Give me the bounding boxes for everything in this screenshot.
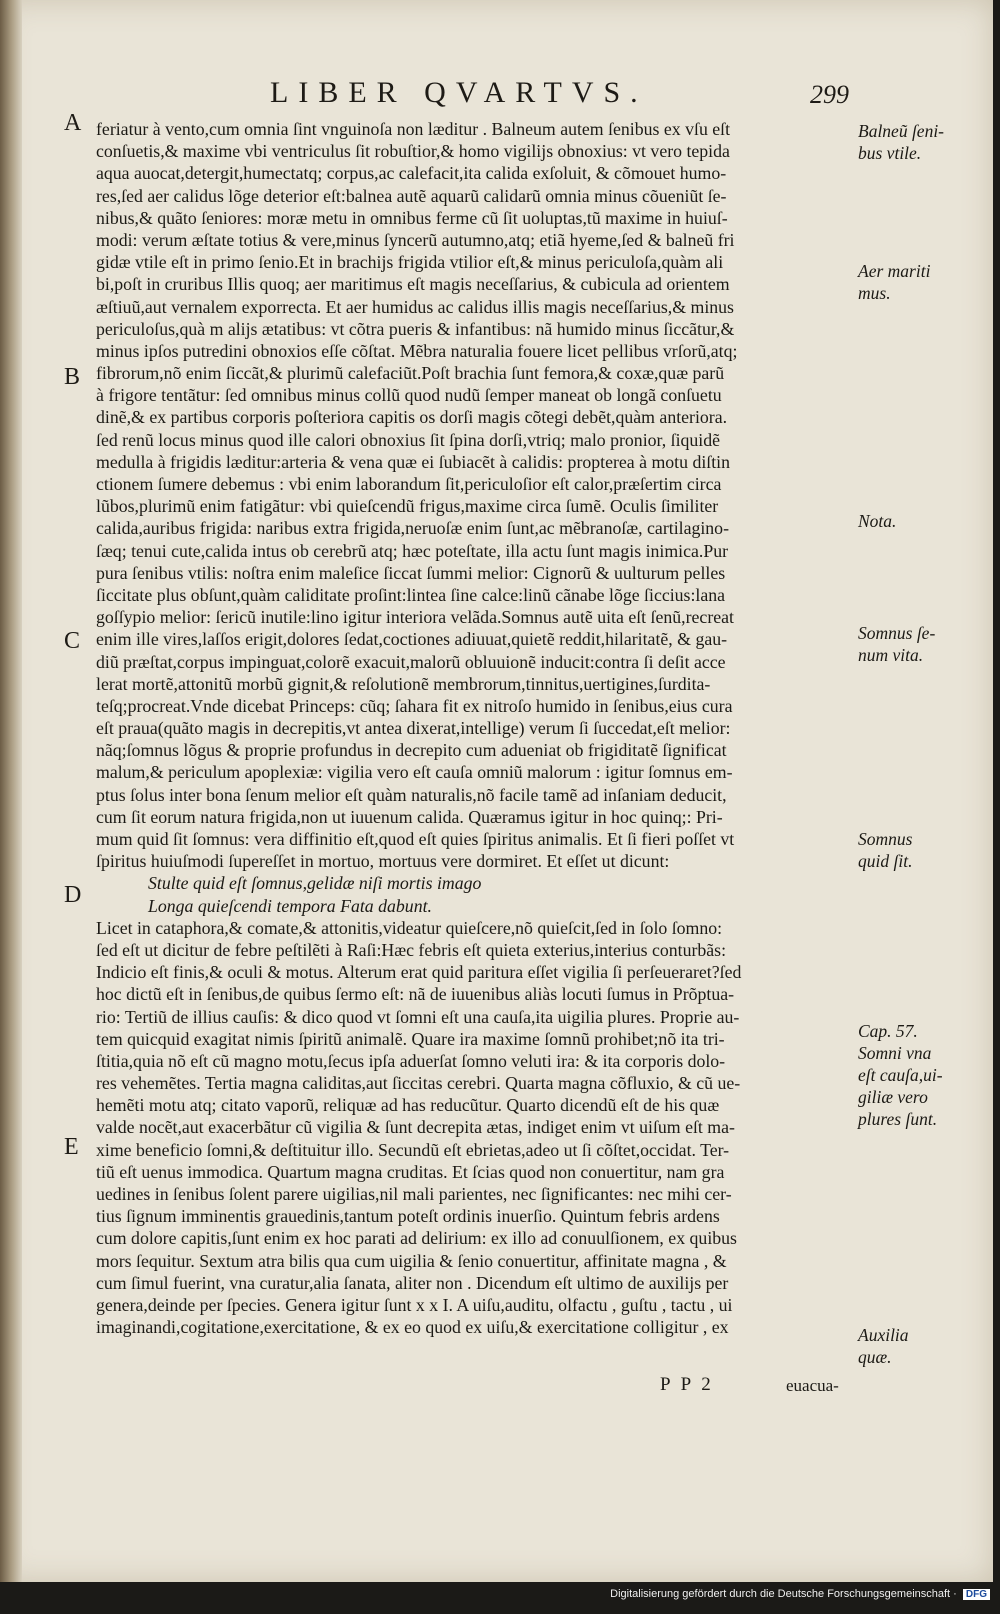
text-line: ſed eſt ut dicitur de febre peſtilẽti à Raſi:Hæc febris eſt quieta exterius,interius conturbãs: [96, 939, 727, 960]
digitization-footer [610, 1588, 990, 1600]
text-line: æſtiuũ,aut vernalem exporrecta. Et aer humidus ac calidus illis magis neceſſarius,& minus [96, 296, 734, 317]
section-letter-a: A [64, 110, 82, 136]
text-line: ſæq; tenui cute,calida intus ob cerebrũ atq; hæc poteſtate, illa actu ſunt magis inimica.Pur [96, 540, 729, 561]
text-line: modi: verum æſtate totius & vere,minus ſyncerũ autumno,atq; etiã hyeme,ſed & balneũ fri [96, 229, 735, 250]
book-binding [0, 0, 22, 1582]
text-line: ſed renũ locus minus quod ille calori obnoxius ſit ſpina dorſi,vtriq; malo pronior, ſiquidẽ [96, 429, 721, 450]
text-line: rio: Tertiũ de illius cauſis: & dico quod vt ſomni eſt una cauſa,ita uigilia plures. Proprie au- [96, 1006, 740, 1027]
text-line: à frigore tentãtur: ſed omnibus minus collũ quod nudũ ſemper maneat ob longã conſuetu [96, 385, 722, 406]
text-line: Licet in cataphora,& comate,& attonitis,videatur quieſcere,nõ quieſcit,ſed in ſolo ſomno: [96, 917, 723, 938]
section-letter-d: D [64, 882, 82, 908]
text-line: bi,poſt in cruribus Illis quoq; aer maritimus eſt magis neceſſarius, & cubicula ad orientem [96, 274, 730, 295]
text-line: malum,& periculum apoplexiæ: vigilia vero eſt cauſa omniũ malorum : igitur ſomnus em- [96, 762, 733, 783]
text-line: imaginandi,cogitatione,exercitatione, & ex eo quod ex uiſu,& exercitatione colligitur , ex [96, 1317, 729, 1338]
text-line: nibus,& quãto ſeniores: moræ metu in omnibus ferme cũ ſit uoluptas,tũ maxime in huiuſ- [96, 207, 728, 228]
signature-mark: P P 2 [660, 1374, 714, 1395]
text-line: valde nocẽt,aut exacerbãtur cũ vigilia & ſunt decrepita ætas, indiget enim vt uiſum eſt ma- [96, 1117, 735, 1138]
text-line: pura ſenibus vtilis: noſtra enim maleſice ſiccat ſummi melior: Cignorũ & uulturum pelles [96, 562, 726, 583]
text-line: Indicio eſt finis,& oculi & motus. Alterum erat quid paritura eſſet vigilia ſi perſeueraret?ſed [96, 962, 742, 983]
footer-text: Digitalisierung gefördert durch die Deutsche Forschungsgemeinschaft · [610, 1588, 957, 1600]
text-line: mum quid ſit ſomnus: vera diffinitio eſt,quod eſt quies ſpiritus animalis. Et ſi fieri poſſet vt [96, 829, 735, 849]
text-line: cum ſimul fuerint, vna curatur,alia ſanata, aliter non . Dicendum eſt ultimo de auxilijs per [96, 1272, 729, 1293]
section-letter-e: E [64, 1134, 79, 1160]
margin-note-cap-57: Cap. 57. Somni vna eſt cauſa,ui- giliæ vero plures ſunt. [858, 1021, 943, 1129]
text-line: aqua auocat,detergit,humectatq; corpus,ac calefacit,ita calida exſoluit, & cõmouet humo- [96, 163, 727, 184]
margin-note-balneum: Balneũ ſeni- bus vtile. [858, 121, 945, 163]
margin-note-somnus-quid-sit: Somnus quid ſit. [858, 829, 913, 871]
main-text-block [96, 118, 852, 1338]
margin-note-somnus-senum-vita: Somnus ſe- num vita. [858, 623, 936, 665]
section-letter-c: C [64, 628, 81, 654]
text-line: tem quicquid exagitat nimis ſpiritũ animalẽ. Quare ira maxime ſomnũ prohibet;nõ ita tri- [96, 1028, 725, 1049]
text-line: ſiccitate plus obſunt,quàm caliditate proſint:lintea ſine calce:linũ cãnabe lõge ſiccius:lana [96, 584, 726, 605]
text-line: tius ſignum imminentis grauedinis,tantum poteſt ordinis inuerſio. Quintum febris ardens [96, 1206, 720, 1227]
text-line: cum ſit eorum natura frigida,non ut iuuenum calida. Quæramus igitur in hoc quinq;: Pri- [96, 806, 723, 827]
text-line: teſq;procreat.Vnde dicebat Princeps: cũq; ſahara fit ex nitroſo humido in ſenibus,eius cura [96, 695, 733, 716]
margin-note-nota: Nota. [858, 511, 897, 531]
text-line: eſt praua(quãto magis in decrepitis,vt antea dixerat,intellige) verum ſi ſuccedat,eſt melior: [96, 718, 731, 739]
text-line: diũ præſtat,corpus impinguat,colorẽ exacuit,malorũ obluuionẽ inducit:contra ſi deſit acce [96, 651, 726, 672]
text-line: lerat mortẽ,attonitũ morbũ gignit,& reſolutionẽ membrorum,tinnitus,uertigines,ſurdita- [96, 673, 711, 694]
text-line: res vehemẽtes. Tertia magna caliditas,aut ſiccitas cerebri. Quarta magna cõfluxio, & cũ ue- [96, 1073, 741, 1094]
section-letter-b: B [64, 364, 81, 390]
text-line: xime beneficio ſomni,& deſtituitur illo. Secundũ eſt ebrietas,adeo ut ſi cõſtet,occidat. Ter- [96, 1139, 730, 1160]
text-line: conſuetis,& maxime vbi ventriculus ſit robuſtior,& homo vigilijs obnoxius: vt vero tepida [96, 141, 730, 162]
running-head: LIBER QVARTVS. [270, 76, 648, 109]
text-line: enim ille vires,laſſos erigit,dolores ſedat,coctiones adiuuat,quietẽ reddit,hilaritatẽ, & gau- [96, 629, 728, 650]
text-line: tiũ eſt uenus immodica. Quartum magna cruditas. Et ſcias quod non conuertitur, nam gra [96, 1161, 725, 1182]
text-line: ctionem ſumere debemus : vbi enim laborandum ſit,periculoſior eſt calor,præſertim circa [96, 474, 722, 494]
text-line: gidæ vtile eſt in primo ſenio.Et in brachijs frigida vtilior eſt,& minus periculoſa,quàm ali [96, 252, 724, 273]
text-line: mors ſequitur. Sextum atra bilis qua cum uigilia & ſenio conuertitur, affinitate magna , & [96, 1250, 727, 1271]
text-line: goſſypio melior: ſericũ inutile:lino igitur interiora velãda.Somnus autẽ uita eſt ſenũ,recreat [96, 607, 734, 628]
text-line: ſpiritus huiuſmodi ſupereſſet in mortuo, mortuus vere dormiret. Et eſſet ut dicunt: [96, 851, 670, 872]
text-line: feriatur à vento,cum omnia ſint vnguinoſa non læditur . Balneum autem ſenibus ex vſu eſt [96, 119, 731, 139]
folio-number: 299 [810, 80, 849, 109]
text-line: res,ſed aer calidus lõge deterior eſt:balnea autẽ aquarũ calidarũ omnia minus cõueniũt ſe- [96, 185, 727, 206]
text-line: nãq;ſomnus lõgus & proprie profundus in decrepito cum adueniat ob frigiditatẽ ſignificat [96, 740, 727, 761]
verse-line: Stulte quid eſt ſomnus,gelidæ niſi mortis imago [148, 873, 482, 894]
text-line: hoc dictũ eſt in ſenibus,de quibus ſermo eſt: nã de iuuenibus aliàs locuti ſumus in Prõptua- [96, 984, 735, 1005]
text-line: minus ipſos putredini obnoxios eſſe cõſtat. Mẽbra naturalia fouere licet pellibus vrſorũ,atq; [96, 340, 738, 361]
text-line: uedines in ſenibus ſolent parere uigilias,nil mali parientes, nec ſignificantes: nec mihi cer- [96, 1184, 732, 1204]
text-line: periculoſus,quà m alijs ætatibus: vt cõtra pueris & infantibus: nã humido minus ſiccãtur,& [96, 318, 735, 339]
dfg-logo: DFG [963, 1589, 990, 1600]
text-line: ptus ſolus inter bona ſenum melior eſt quàm naturalis,nõ facile tamẽ ad inſaniam deducit, [96, 784, 727, 805]
margin-note-aer-maritimus: Aer mariti mus. [858, 261, 931, 303]
margin-note-auxilia: Auxilia quæ. [858, 1325, 909, 1367]
text-line: dinẽ,& ex partibus corporis poſteriora capitis os dorſi magis cõtegi debẽt,quàm anteriora. [96, 407, 728, 428]
text-line: calida,auribus frigida: naribus extra frigida,neruoſæ enim ſunt,ac mẽbranoſæ, cartilagino- [96, 518, 729, 539]
text-line: hemẽti motu atq; citato vaporũ, reliquæ ad has reducũtur. Quarto dicendũ eſt de his quæ [96, 1095, 720, 1116]
text-line: medulla à frigidis læditur:arteria & vena quæ ei ſubiacẽt à calidis: propterea à motu diſtin [96, 451, 731, 472]
text-line: lũbos,plurimũ enim fatigãtur: vbi quieſcendũ frigus,maxime circa ſumẽ. Oculis ſimiliter [96, 496, 719, 517]
text-line: genera,deinde per ſpecies. Genera igitur ſunt x x I. A uiſu,auditu, olfactu , guſtu , tactu , ui [96, 1294, 733, 1315]
verse-line: Longa quieſcendi tempora Fata dabunt. [148, 895, 432, 916]
text-line: fibrorum,nõ enim ſiccãt,& plurimũ calefaciũt.Poſt brachia ſunt femora,& coxæ,quæ parũ [96, 363, 725, 384]
text-line: ſtitia,quia nõ eſt cũ magno motu,ſecus ipſa aduerſat ſomno veluti ira: & ita corporis dolo- [96, 1050, 726, 1071]
text-line: cum dolore capitis,ſunt enim ex hoc parati ad delirium: ex illo ad conuulſionem, ex quibus [96, 1228, 737, 1249]
catchword: euacua- [786, 1376, 839, 1395]
